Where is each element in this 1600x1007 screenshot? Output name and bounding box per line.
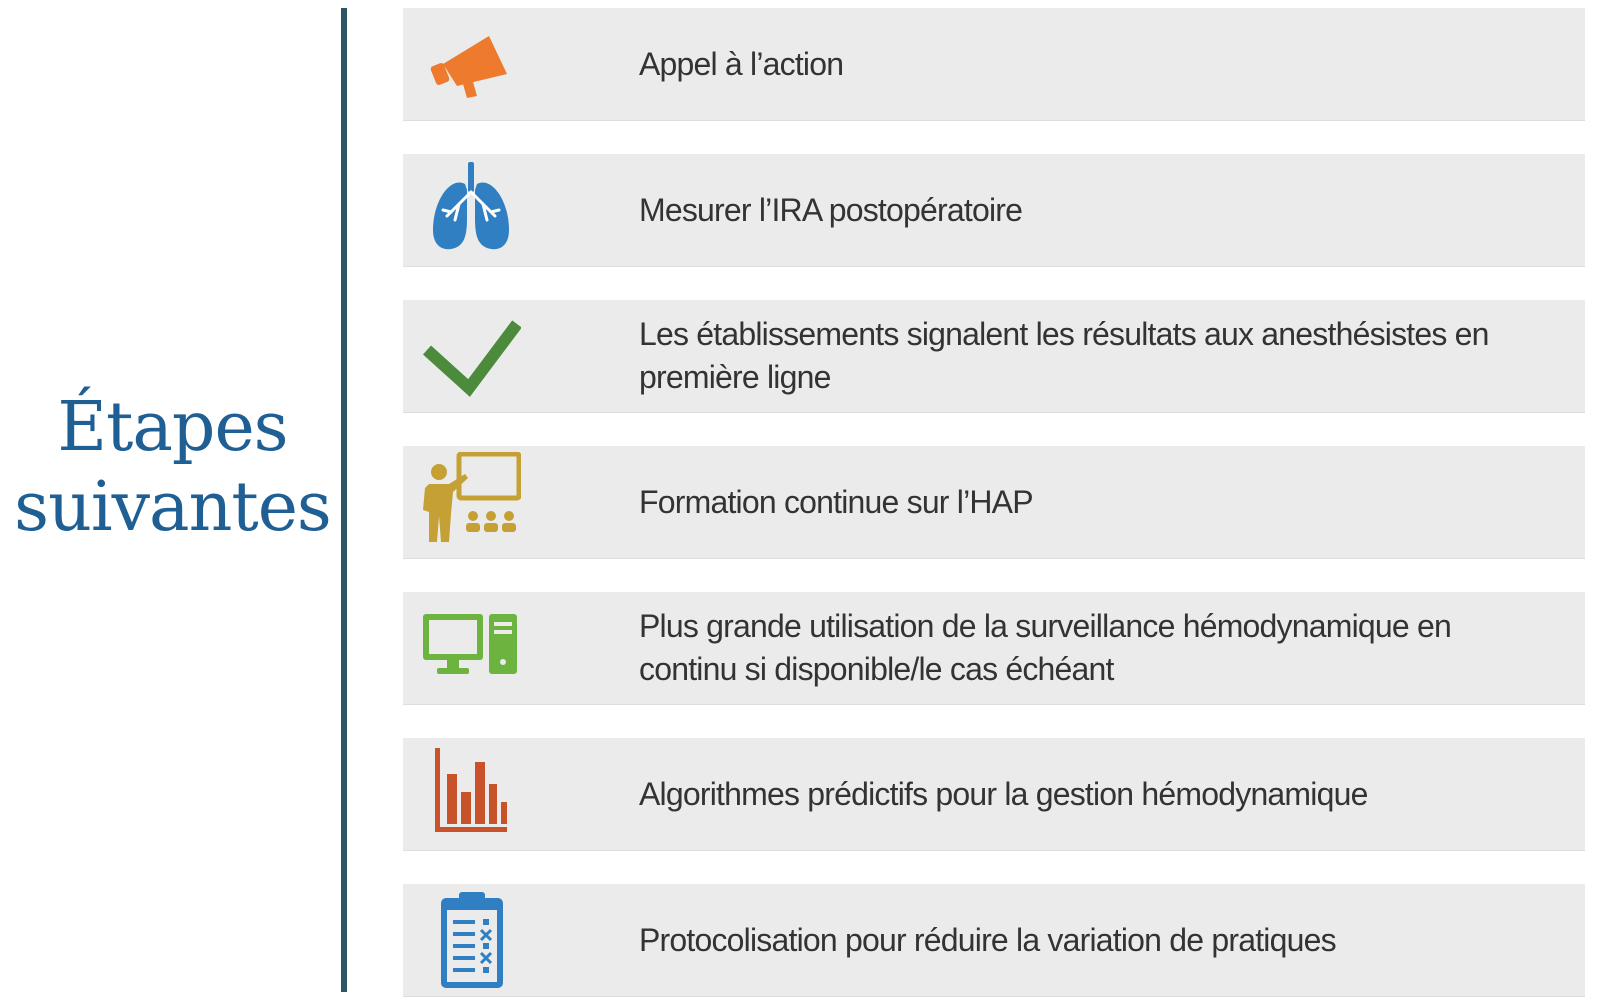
step-label: Formation continue sur l’HAP — [639, 483, 1033, 520]
step-hemodynamic-monitoring — [403, 592, 1585, 704]
clipboard-checklist-icon — [421, 890, 521, 990]
megaphone-svg — [421, 14, 521, 114]
vertical-divider — [341, 8, 347, 992]
teacher-svg — [421, 452, 521, 552]
computer-icon — [421, 598, 521, 698]
step-protocolization — [403, 884, 1585, 996]
section-title-line2: suivantes — [14, 468, 331, 547]
step-predictive-algorithms — [403, 738, 1585, 850]
checkmark-icon — [421, 306, 521, 406]
section-title — [0, 388, 345, 548]
bar-chart-icon — [421, 744, 521, 844]
step-call-to-action — [403, 8, 1585, 120]
step-label: Protocolisation pour réduire la variation de pratiques — [639, 921, 1336, 958]
step-measure-aki — [403, 154, 1585, 266]
bar-chart-svg — [421, 744, 521, 844]
checkmark-svg — [421, 306, 521, 406]
step-label: Les établissements signalent les résultats aux anesthésistes en première ligne — [639, 316, 1489, 395]
lungs-svg — [421, 160, 521, 260]
step-label: Plus grande utilisation de la surveillance hémodynamique en continu si disponible/le cas échéant — [639, 608, 1451, 687]
teacher-presentation-icon — [421, 452, 521, 552]
step-label: Appel à l’action — [639, 45, 844, 82]
section-title-line1: Étapes — [57, 388, 288, 467]
step-label: Mesurer l’IRA postopératoire — [639, 191, 1023, 228]
step-continuing-education — [403, 446, 1585, 558]
megaphone-icon — [421, 14, 521, 114]
lungs-icon — [421, 160, 521, 260]
computer-svg — [421, 598, 521, 698]
step-report-results — [403, 300, 1585, 412]
step-label: Algorithmes prédictifs pour la gestion hémodynamique — [639, 775, 1368, 812]
clipboard-svg — [421, 890, 521, 990]
